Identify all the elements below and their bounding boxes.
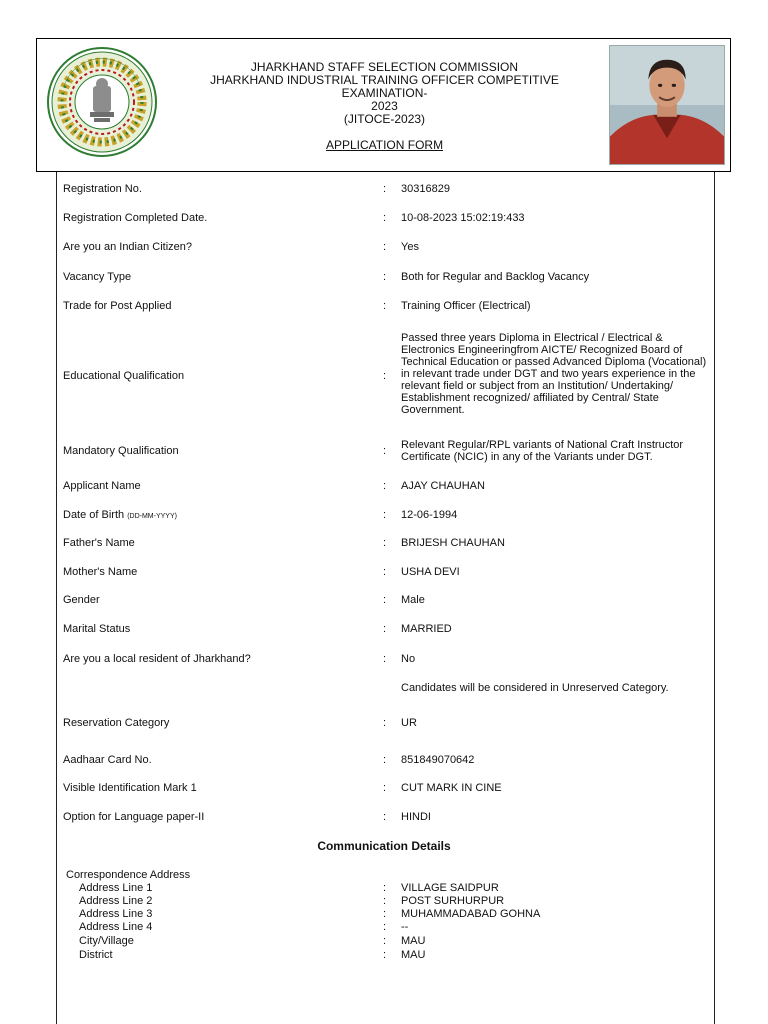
address-value: MUHAMMADABAD GOHNA bbox=[401, 908, 541, 920]
field-label: Marital Status bbox=[63, 623, 131, 635]
address-line-row bbox=[0, 949, 768, 962]
address-colon: : bbox=[383, 882, 387, 894]
exam-year: 2023 bbox=[371, 99, 398, 113]
field-colon: : bbox=[383, 566, 387, 578]
field-value: Relevant Regular/RPL variants of National Craft Instructor Certificate (NCIC) in any of the Variants under DGT. bbox=[401, 439, 684, 463]
field-colon: : bbox=[383, 623, 387, 635]
correspondence-address-heading: Correspondence Address bbox=[66, 869, 191, 881]
dob-format-note: (DD-MM-YYYY) bbox=[127, 513, 177, 520]
field-label bbox=[63, 509, 177, 521]
address-key: Address Line 4 bbox=[79, 921, 153, 933]
field-label: Educational Qualification bbox=[63, 370, 185, 382]
field-value: HINDI bbox=[401, 811, 431, 823]
address-colon: : bbox=[383, 935, 387, 947]
field-value: Male bbox=[401, 594, 425, 606]
field-colon: : bbox=[383, 594, 387, 606]
field-value: Both for Regular and Backlog Vacancy bbox=[401, 271, 590, 283]
field-label: Visible Identification Mark 1 bbox=[63, 782, 197, 794]
address-colon: : bbox=[383, 908, 387, 920]
exam-code: (JITOCE-2023) bbox=[343, 112, 426, 126]
field-value: 30316829 bbox=[401, 183, 450, 195]
address-key: City/Village bbox=[79, 935, 134, 947]
field-value: Yes bbox=[401, 241, 419, 253]
address-key: Address Line 3 bbox=[79, 908, 153, 920]
communication-details-heading: Communication Details bbox=[317, 839, 451, 853]
address-value: MAU bbox=[401, 949, 426, 961]
exam-name: JHARKHAND INDUSTRIAL TRAINING OFFICER COMPETITIVE EXAMINATION- bbox=[210, 73, 559, 100]
field-label: Mother's Name bbox=[63, 566, 138, 578]
field-label: Registration No. bbox=[63, 183, 142, 195]
field-value: 12-06-1994 bbox=[401, 509, 458, 521]
header-title-block bbox=[177, 61, 592, 152]
address-value: VILLAGE SAIDPUR bbox=[401, 882, 499, 894]
address-line-row bbox=[0, 882, 768, 895]
address-line-row bbox=[0, 895, 768, 908]
field-label: Father's Name bbox=[63, 537, 135, 549]
dob-label-text: Date of Birth bbox=[63, 509, 125, 521]
commission-name: JHARKHAND STAFF SELECTION COMMISSION bbox=[250, 60, 519, 74]
field-value: MARRIED bbox=[401, 623, 452, 635]
form-title: APPLICATION FORM bbox=[325, 138, 444, 152]
field-label: Trade for Post Applied bbox=[63, 300, 172, 312]
address-line-row bbox=[0, 908, 768, 921]
field-value: CUT MARK IN CINE bbox=[401, 782, 502, 794]
address-value: MAU bbox=[401, 935, 426, 947]
field-value: 851849070642 bbox=[401, 754, 475, 766]
field-colon: : bbox=[383, 754, 387, 766]
category-note: Candidates will be considered in Unreserved Category. bbox=[401, 682, 669, 694]
field-label: Reservation Category bbox=[63, 717, 170, 729]
field-label: Option for Language paper-II bbox=[63, 811, 205, 823]
address-key: District bbox=[79, 949, 113, 961]
field-label: Are you an Indian Citizen? bbox=[63, 241, 193, 253]
field-colon: : bbox=[383, 653, 387, 665]
field-value: Training Officer (Electrical) bbox=[401, 300, 531, 312]
field-colon: : bbox=[383, 782, 387, 794]
address-value: -- bbox=[401, 921, 409, 933]
field-label: Gender bbox=[63, 594, 100, 606]
field-value: UR bbox=[401, 717, 417, 729]
field-value: BRIJESH CHAUHAN bbox=[401, 537, 505, 549]
field-label: Mandatory Qualification bbox=[63, 445, 179, 457]
field-value: No bbox=[401, 653, 416, 665]
field-colon: : bbox=[383, 537, 387, 549]
field-colon: : bbox=[383, 212, 387, 224]
field-value: 10-08-2023 15:02:19:433 bbox=[401, 212, 525, 224]
address-line-row bbox=[0, 935, 768, 948]
field-label: Vacancy Type bbox=[63, 271, 132, 283]
field-label: Registration Completed Date. bbox=[63, 212, 208, 224]
field-colon: : bbox=[383, 445, 387, 457]
field-colon: : bbox=[383, 717, 387, 729]
field-colon: : bbox=[383, 509, 387, 521]
field-value: AJAY CHAUHAN bbox=[401, 480, 485, 492]
address-colon: : bbox=[383, 949, 387, 961]
jharkhand-government-seal bbox=[46, 46, 158, 158]
field-label: Aadhaar Card No. bbox=[63, 754, 152, 766]
address-colon: : bbox=[383, 921, 387, 933]
field-colon: : bbox=[383, 183, 387, 195]
field-colon: : bbox=[383, 241, 387, 253]
field-colon: : bbox=[383, 811, 387, 823]
field-colon: : bbox=[383, 271, 387, 283]
address-key: Address Line 1 bbox=[79, 882, 153, 894]
field-colon: : bbox=[383, 370, 387, 382]
field-value: USHA DEVI bbox=[401, 566, 460, 578]
field-label: Applicant Name bbox=[63, 480, 141, 492]
address-colon: : bbox=[383, 895, 387, 907]
field-value: Passed three years Diploma in Electrical / Electrical & Electronics Engineeringfrom AICTE/ Recognized Board of Technical Education or passed Advanced Diploma (Vocational) in relevant trade under DGT and two years experience in the relevant field or subject from an Institution/ Undertaking/ Establishment recognized/ affiliated by Central/ State Government. bbox=[401, 332, 707, 416]
applicant-photo bbox=[609, 45, 725, 165]
address-key: Address Line 2 bbox=[79, 895, 153, 907]
address-value: POST SURHURPUR bbox=[401, 895, 505, 907]
field-colon: : bbox=[383, 480, 387, 492]
field-label: Are you a local resident of Jharkhand? bbox=[63, 653, 251, 665]
field-colon: : bbox=[383, 300, 387, 312]
form-header bbox=[36, 38, 731, 172]
address-line-row bbox=[0, 921, 768, 934]
